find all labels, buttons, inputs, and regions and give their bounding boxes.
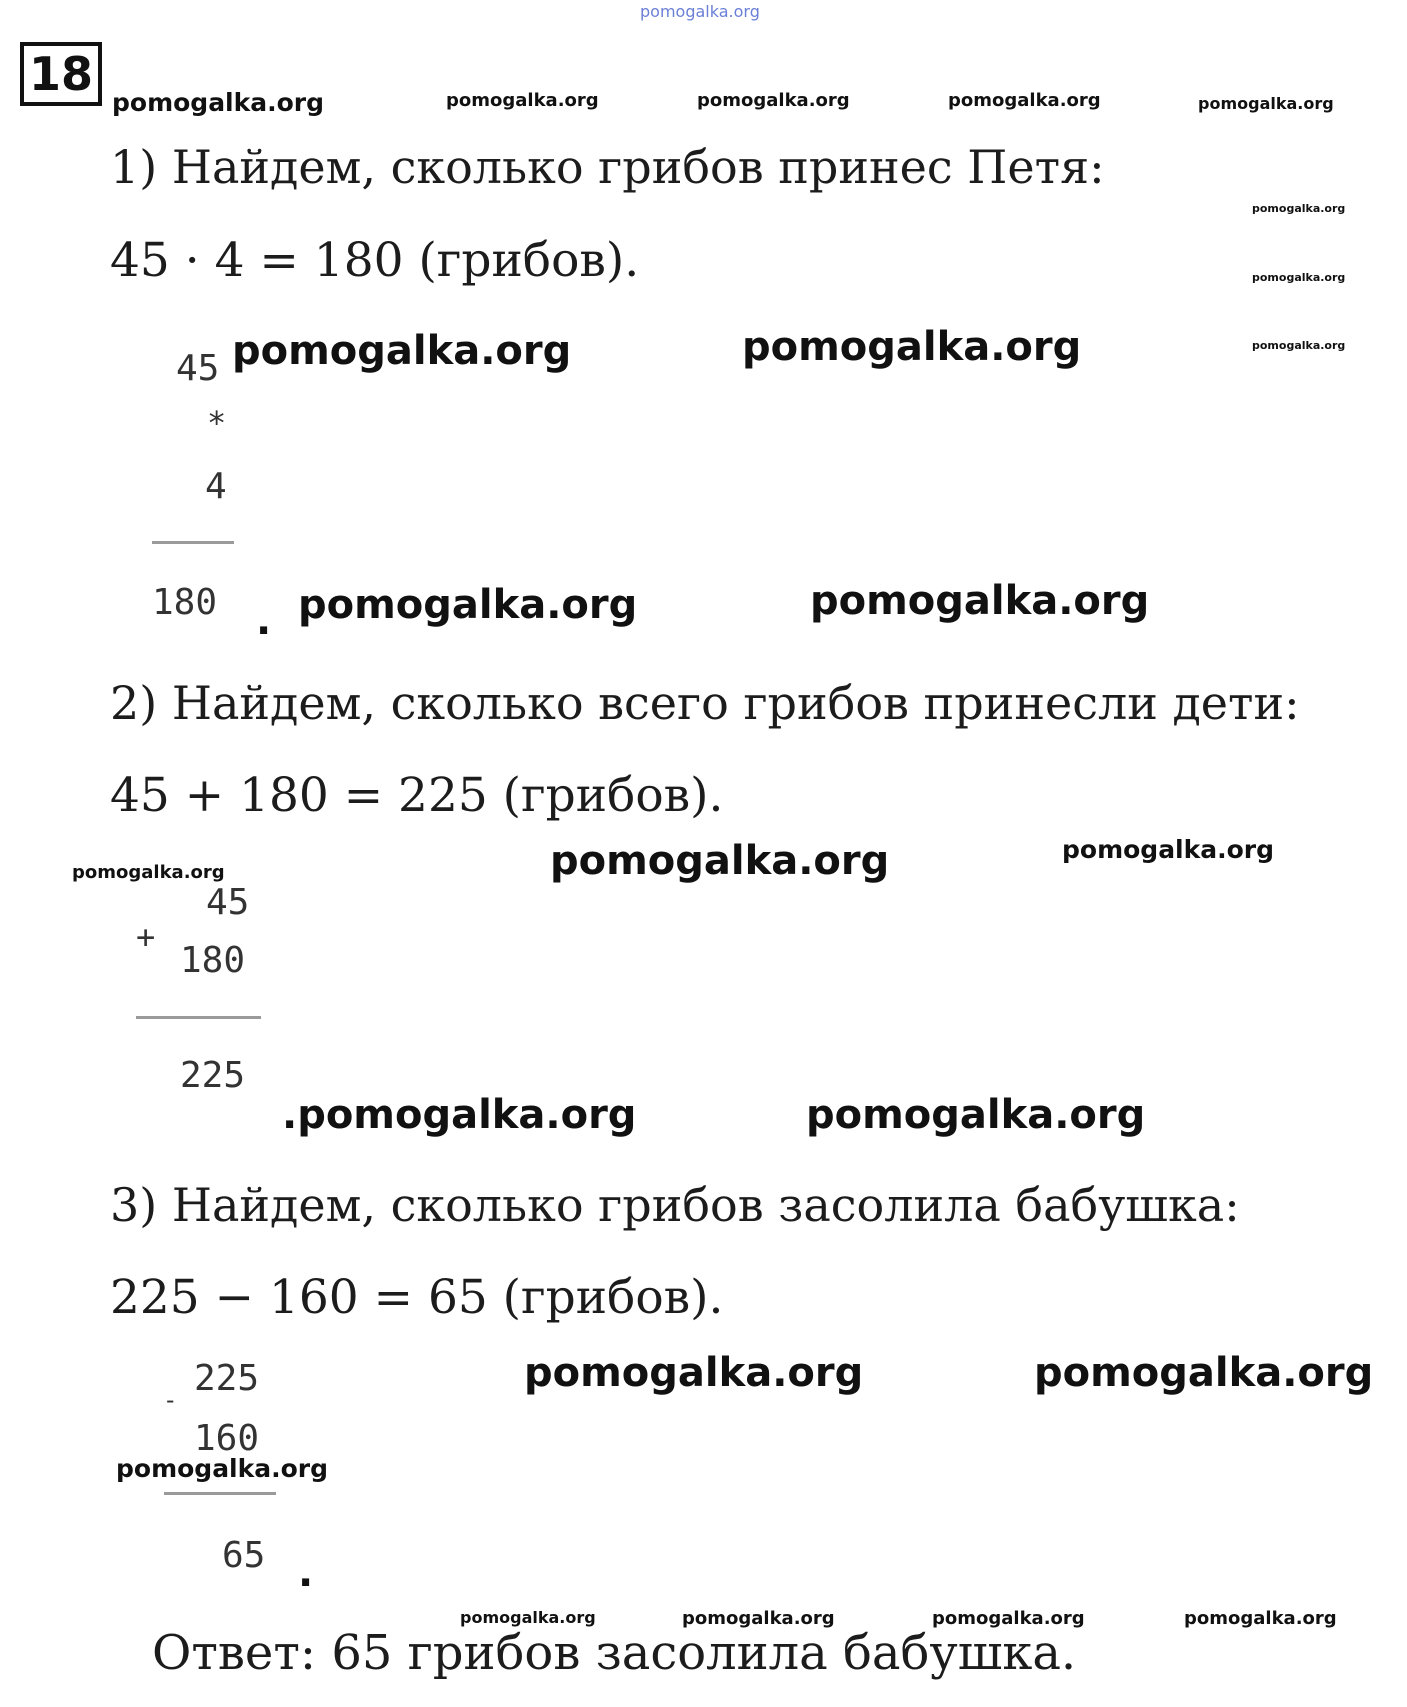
- step-3-equation: 225 − 160 = 65 (грибов).: [110, 1270, 724, 1325]
- watermark: pomogalka.org: [298, 582, 638, 628]
- watermark: pomogalka.org: [446, 90, 599, 111]
- step-1-column-line: [152, 541, 234, 544]
- watermark: pomogalka.org: [1198, 94, 1334, 113]
- watermark: pomogalka.org: [806, 1092, 1146, 1138]
- watermark: pomogalka.org: [550, 838, 890, 884]
- watermark: pomogalka.org: [810, 578, 1150, 624]
- step-2-column-line: [136, 1016, 261, 1019]
- watermark: pomogalka.org: [524, 1350, 864, 1396]
- answer: Ответ: 65 грибов засолила бабушка.: [152, 1625, 1077, 1681]
- watermark: .pomogalka.org: [282, 1092, 637, 1138]
- step-1-equation: 45 · 4 = 180 (грибов).: [110, 233, 640, 288]
- watermark: pomogalka.org: [742, 324, 1082, 370]
- watermark: pomogalka.org: [948, 90, 1101, 111]
- watermark: pomogalka.org: [1252, 271, 1346, 284]
- step-1-column-bottom: 4: [205, 466, 227, 507]
- step-1-column-top: 45: [176, 348, 220, 389]
- watermark: pomogalka.org: [682, 1608, 835, 1629]
- step-3-column-bottom: 160: [194, 1418, 260, 1459]
- watermark: pomogalka.org: [72, 862, 225, 883]
- step-2-column-top: 45: [206, 882, 250, 923]
- step-1-heading: 1) Найдем, сколько грибов принес Петя:: [110, 140, 1105, 194]
- step-3-column-operator: -: [163, 1386, 178, 1414]
- watermark: pomogalka.org: [460, 1608, 596, 1627]
- step-2-equation: 45 + 180 = 225 (грибов).: [110, 768, 724, 823]
- watermark: pomogalka.org: [232, 328, 572, 374]
- step-3-column-line: [164, 1492, 276, 1495]
- step-1-column-end: .: [256, 598, 272, 644]
- step-3-column-result: 65: [222, 1535, 266, 1576]
- watermark: pomogalka.org: [1252, 202, 1346, 215]
- step-2-heading: 2) Найдем, сколько всего грибов принесли дети:: [110, 676, 1300, 730]
- step-2-column-result: 225: [180, 1055, 246, 1096]
- watermark: pomogalka.org: [116, 1454, 329, 1483]
- step-2-column-bottom: 180: [180, 940, 246, 981]
- watermark: pomogalka.org: [932, 1608, 1085, 1629]
- step-3-heading: 3) Найдем, сколько грибов засолила бабушка:: [110, 1178, 1240, 1232]
- step-1-column-result: 180: [152, 582, 218, 623]
- step-2-column-operator: +: [136, 918, 156, 956]
- step-3-column-end: .: [298, 1550, 314, 1596]
- watermark-top: pomogalka.org: [640, 2, 760, 21]
- watermark: pomogalka.org: [1184, 1608, 1337, 1629]
- step-3-column-top: 225: [194, 1358, 260, 1399]
- watermark: pomogalka.org: [1062, 835, 1275, 864]
- watermark: pomogalka.org: [112, 88, 325, 117]
- watermark: pomogalka.org: [1034, 1350, 1374, 1396]
- watermark: pomogalka.org: [1252, 339, 1346, 352]
- task-number: 18: [20, 42, 102, 106]
- watermark: pomogalka.org: [697, 90, 850, 111]
- step-1-column-operator: *: [207, 404, 227, 442]
